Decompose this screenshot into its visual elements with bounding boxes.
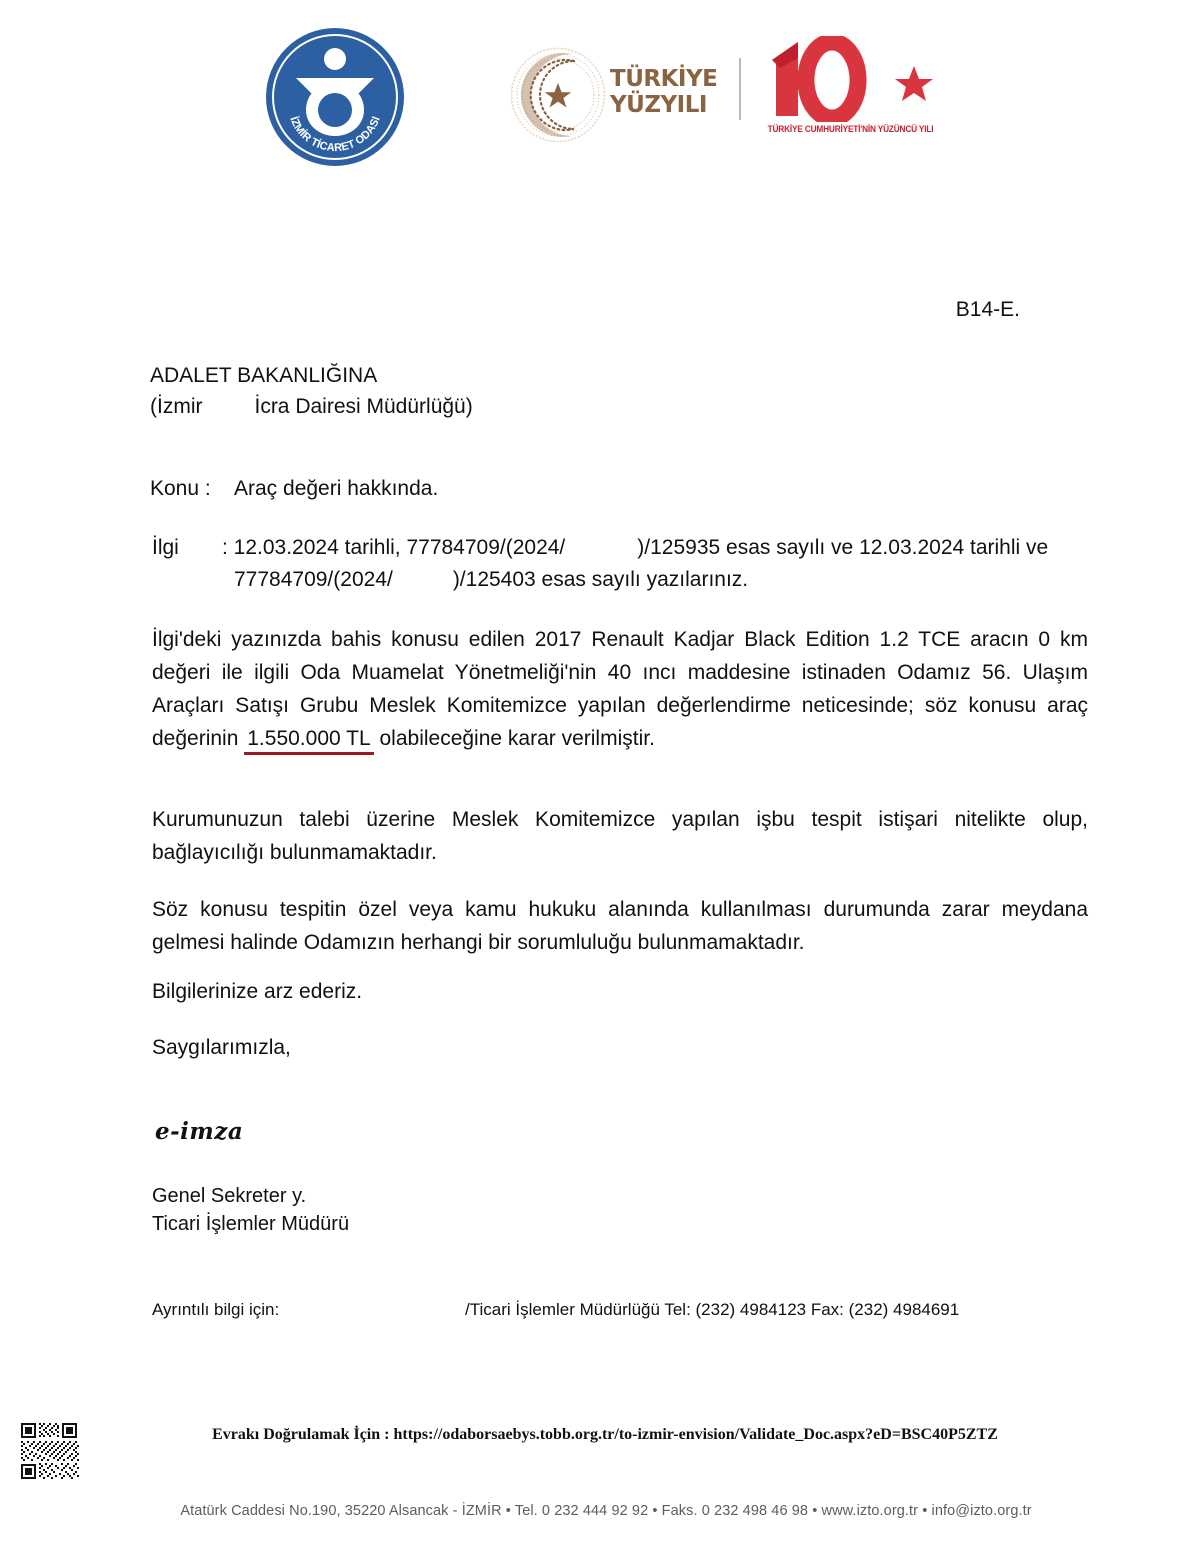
signer-title-line1: Genel Sekreter y. [152, 1185, 307, 1207]
svg-text:İZMİR TİCARET ODASI: İZMİR TİCARET ODASI [287, 115, 383, 155]
electronic-signature-mark: e-imza [155, 1118, 244, 1145]
addressee-office [150, 391, 473, 422]
vehicle-value-amount: 1.550.000 TL [244, 727, 373, 752]
signer-block [152, 1182, 349, 1238]
reference-line2-part1: 77784709/(2024/ [234, 568, 393, 591]
reference-code: B14-E. [955, 298, 1020, 321]
footer-address: Atatürk Caddesi No.190, 35220 Alsancak - İZMİR • Tel. 0 232 444 92 92 • Faks. 0 232 498 46 98 • www.izto.org.tr • info@izto.org.tr [180, 1503, 1032, 1519]
addressee-block [150, 360, 473, 422]
document-validation-url: Evrakı Doğrulamak İçin : https://odaborsaebys.tobb.org.tr/to-izmir-envision/Validate_Doc.aspx?eD=BSC40P5ZTZ [212, 1426, 998, 1443]
detailed-info-label: Ayrıntılı bilgi için: [152, 1300, 280, 1319]
document-verification-qr-code [18, 1420, 80, 1482]
closing-line-information: Bilgilerinize arz ederiz. [152, 980, 363, 1003]
subject-row [150, 477, 438, 501]
reference-line2-part2: )/125403 esas sayılı yazılarınız. [452, 568, 749, 591]
detailed-info-value: /Ticari İşlemler Müdürlüğü Tel: (232) 4984123 Fax: (232) 4984691 [465, 1300, 960, 1319]
seal-emblem-icon [266, 28, 404, 166]
centenary-logo [758, 36, 943, 148]
seal-established-year: 1885 [322, 108, 348, 119]
subject-value: Araç değeri hakkında. [234, 477, 439, 500]
body-paragraph-main-before: İlgi'deki yazınızda bahis konusu edilen 2017 Renault Kadjar Black Edition 1.2 TCE aracın 0 km değeri ile ilgili Oda Muamelat Yönetmeliği'nin 40 ıncı maddesine istinaden Odamız 56. Ulaşım Araçları Satışı Grubu Meslek Komitemizce yapılan değerlendirme neticesinde; söz konusu araç değerinin [152, 628, 1088, 750]
body-paragraph-main-after: olabileceğine karar verilmiştir. [379, 727, 655, 750]
turkiye-yuzyili-line2: YÜZYILI [610, 92, 707, 118]
reference-line1-part1: : 12.03.2024 tarihli, 77784709/(2024/ [222, 536, 566, 559]
signer-title-line2: Ticari İşlemler Müdürü [152, 1213, 350, 1235]
letterhead-header [0, 0, 1200, 190]
closing-line-regards: Saygılarımızla, [152, 1036, 291, 1059]
reference-line-1 [152, 532, 1082, 564]
turkiye-yuzyili-wordmark [610, 66, 717, 118]
body-paragraph-disclaimer-1: Kurumunuzun talebi üzerine Meslek Komitemizce yapılan işbu tespit istişari nitelikte olup, bağlayıcılığı bulunmamaktadır. [152, 808, 1088, 864]
turkiye-yuzyili-line1: TÜRKİYE [610, 66, 718, 92]
centenary-caption: TÜRKİYE CUMHURİYETİ'NİN YÜZÜNCÜ YILI [767, 124, 934, 134]
addressee-ministry: ADALET BAKANLIĞINA [150, 364, 378, 387]
footer-divider [150, 1489, 1062, 1490]
addressee-city: (İzmir [150, 395, 203, 418]
qr-code-icon [18, 1420, 80, 1482]
reference-label: İlgi [152, 536, 179, 559]
reference-line1-part2: )/125935 esas sayılı ve 12.03.2024 tarihli ve [637, 536, 1049, 559]
reference-block [152, 532, 1082, 596]
addressee-office-name: İcra Dairesi Müdürlüğü) [254, 395, 473, 418]
crescent-star-sunburst-icon [508, 44, 608, 146]
subject-label: Konu : [150, 477, 211, 500]
hundred-numeral-icon [758, 36, 943, 122]
logo-divider [739, 58, 741, 120]
turkiye-yuzyili-logo [508, 44, 730, 152]
izmir-chamber-of-commerce-logo [266, 28, 404, 166]
body-paragraph-disclaimer-2: Söz konusu tespitin özel veya kamu hukuku alanında kullanılması durumunda zarar meydana gelmesi halinde Odamızın herhangi bir sorumluluğu bulunmamaktadır. [152, 898, 1088, 954]
body-paragraph-main [152, 623, 1088, 755]
reference-line-2 [152, 564, 1082, 596]
